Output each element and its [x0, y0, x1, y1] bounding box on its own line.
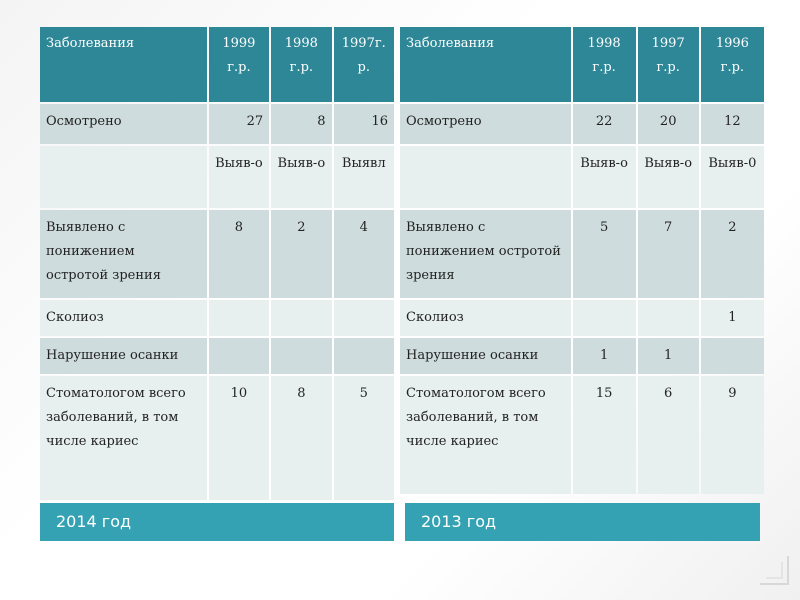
table-cell: 2 — [701, 210, 764, 298]
header-cell: 1999 г.р. — [209, 27, 269, 102]
table-cell: 7 — [638, 210, 699, 298]
row-label: Стоматологом всего заболеваний, в том числе кариес — [40, 376, 207, 500]
header-cell: Заболевания — [40, 27, 207, 102]
table-cell — [638, 300, 699, 336]
table-row — [40, 338, 394, 374]
row-label — [400, 146, 571, 208]
row-label: Выявлено с понижением остротой зрения — [400, 210, 571, 298]
row-label: Осмотрено — [400, 104, 571, 144]
table-2014 — [38, 25, 396, 502]
table-row — [40, 210, 394, 298]
table-cell: Выяв-о — [573, 146, 636, 208]
table-row — [400, 210, 764, 298]
table-cell: 8 — [209, 210, 269, 298]
table-2013 — [398, 25, 766, 496]
row-label — [40, 146, 207, 208]
row-label: Выявлено с понижением остротой зрения — [40, 210, 207, 298]
table-cell: 2 — [271, 210, 331, 298]
header-cell: 1998 г.р. — [271, 27, 331, 102]
table-cell: Выяв-0 — [701, 146, 764, 208]
table-cell: 16 — [334, 104, 394, 144]
table-cell: 4 — [334, 210, 394, 298]
table-cell: Выявл — [334, 146, 394, 208]
table-cell: 15 — [573, 376, 636, 494]
corner-decoration-icon — [752, 550, 792, 590]
row-label: Стоматологом всего заболеваний, в том числе кариес — [400, 376, 571, 494]
table-cell: 20 — [638, 104, 699, 144]
table-row — [400, 376, 764, 494]
row-label: Сколиоз — [400, 300, 571, 336]
table-cell — [334, 338, 394, 374]
table-cell — [271, 338, 331, 374]
table-row — [40, 376, 394, 500]
table-cell — [271, 300, 331, 336]
table-cell: 1 — [701, 300, 764, 336]
row-label: Сколиоз — [40, 300, 207, 336]
table-cell: 6 — [638, 376, 699, 494]
table-row — [400, 104, 764, 144]
table-row — [40, 300, 394, 336]
row-label: Нарушение осанки — [40, 338, 207, 374]
table-cell: 5 — [334, 376, 394, 500]
table-cell — [701, 338, 764, 374]
table-cell: 9 — [701, 376, 764, 494]
table-cell: Выяв-о — [638, 146, 699, 208]
table-cell — [334, 300, 394, 336]
header-cell: 1996 г.р. — [701, 27, 764, 102]
table-cell: Выяв-о — [209, 146, 269, 208]
table-row — [40, 104, 394, 144]
table-cell: 1 — [638, 338, 699, 374]
header-cell: 1997 г.р. — [638, 27, 699, 102]
caption-2013: 2013 год — [405, 503, 760, 541]
table-row — [40, 146, 394, 208]
table-cell: 5 — [573, 210, 636, 298]
table-cell: 22 — [573, 104, 636, 144]
table-row — [400, 146, 764, 208]
table-header-row — [40, 27, 394, 102]
row-label: Осмотрено — [40, 104, 207, 144]
table-cell: Выяв-о — [271, 146, 331, 208]
table-cell: 10 — [209, 376, 269, 500]
table-cell: 8 — [271, 104, 331, 144]
table-cell: 1 — [573, 338, 636, 374]
table-cell: 12 — [701, 104, 764, 144]
table-header-row — [400, 27, 764, 102]
table-cell: 27 — [209, 104, 269, 144]
table-row — [400, 338, 764, 374]
row-label: Нарушение осанки — [400, 338, 571, 374]
table-cell — [209, 338, 269, 374]
table-cell — [573, 300, 636, 336]
table-cell — [209, 300, 269, 336]
table-cell: 8 — [271, 376, 331, 500]
header-cell: Заболевания — [400, 27, 571, 102]
header-cell: 1998 г.р. — [573, 27, 636, 102]
header-cell: 1997г. р. — [334, 27, 394, 102]
caption-2014: 2014 год — [40, 503, 394, 541]
table-row — [400, 300, 764, 336]
